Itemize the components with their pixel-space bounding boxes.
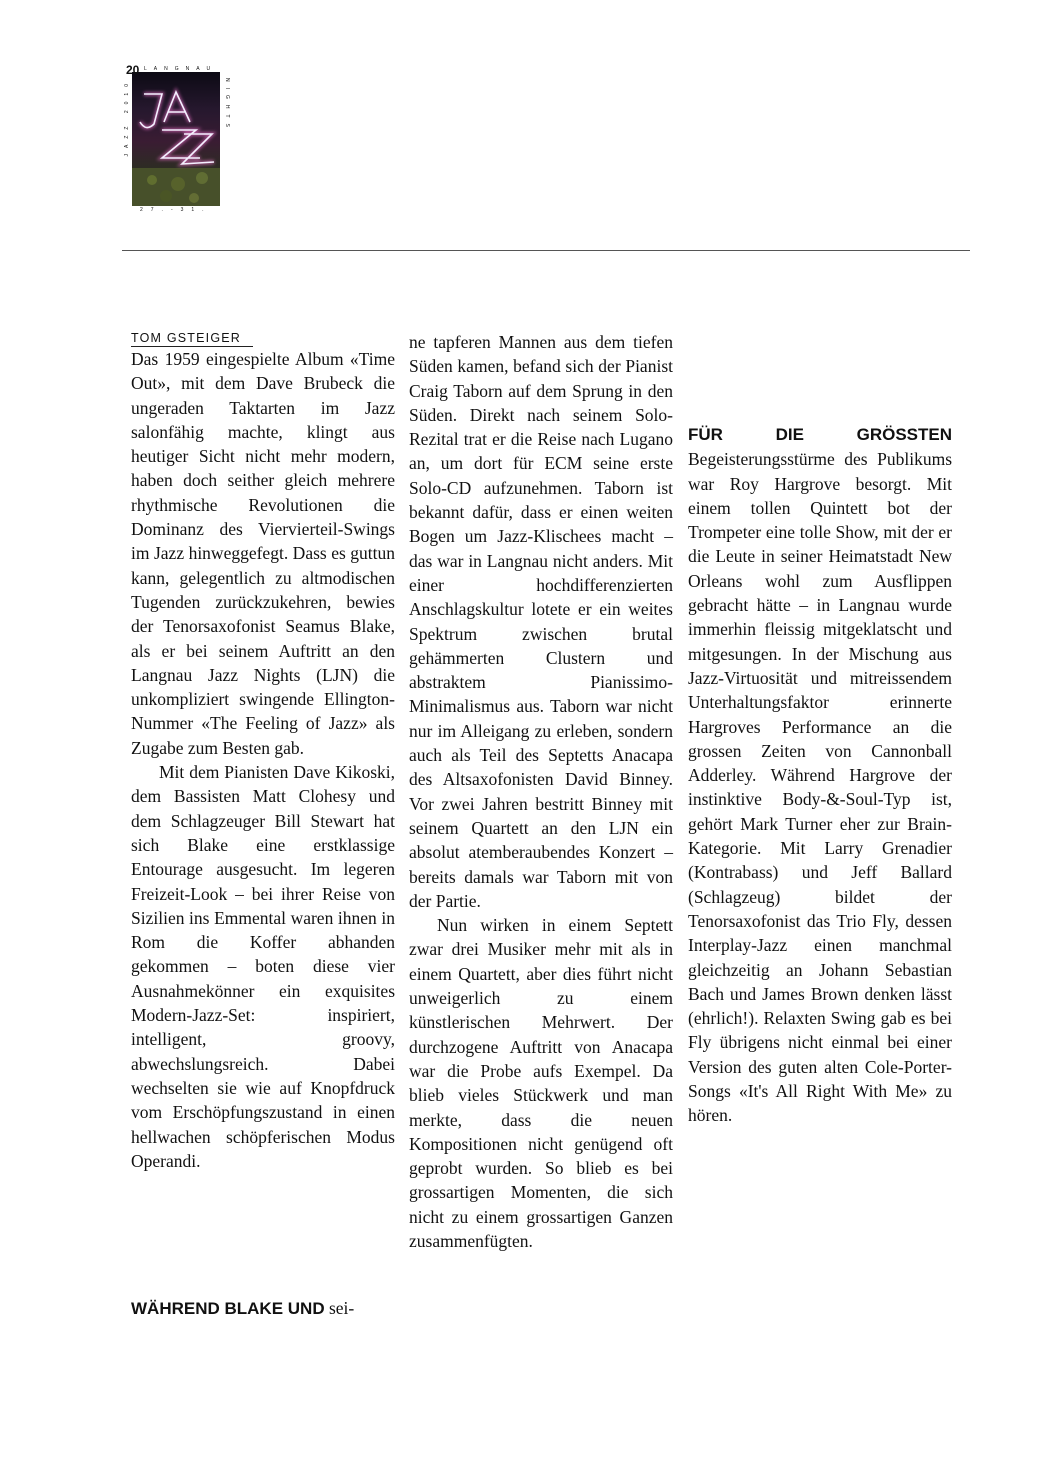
article-column-2 — [409, 330, 673, 1253]
paragraph-intro: Das 1959 eingespielte Album «Time Out», mit dem Dave Brubeck die ungeraden Taktarten im Jazz salonfähig machte, klingt aus heutiger Sicht nicht mehr modern, haben doch seither gleich mehrere rhythmische Revolutionen die Dominanz des Viervierteil-Swings im Jazz hinweggefegt. Dass es guttun kann, gelegentlich zu altmodischen Tugenden zurückzukehren, bewies der Tenorsaxofonist Seamus Blake, als er bei seinem Auftritt an den Langnau Jazz Nights (LJN) die unkompliziert swingende Ellington-Nummer «The Feeling of Jazz» als Zugabe zum Besten gab. — [131, 349, 395, 758]
logo-town-text: LANGNAU — [144, 66, 218, 72]
festival-logo — [126, 64, 234, 214]
subhead-waehrend-blake: WÄHREND BLAKE UND — [131, 1299, 325, 1318]
logo-nights-text: NIGHTS — [224, 78, 230, 133]
runin-start — [131, 1296, 395, 1326]
paragraph-hargrove — [688, 422, 952, 1128]
logo-year-number: 20 — [126, 63, 140, 77]
runin-word-start: sei- — [328, 1298, 355, 1318]
subhead-fuer-die-groessten: FÜR DIE GRÖSSTEN — [688, 425, 952, 444]
logo-side-text: JAZZ 2010 — [124, 78, 130, 157]
paragraph-anacapa: Nun wirken in einem Septett zwar drei Musiker mehr mit als in einem Quartett, aber dies führt nicht unweigerlich zu einem künstlerischen Mehrwert. Der durchzogene Auftritt von Anacapa war die Probe aufs Exempel. Da blieb vieles Stückwerk und man merkte, dass die neuen Kompositionen nicht genügend oft geprobt wurden. So blieb es bei grossartigen Momenten, die sich nicht zu einem grossartigen Ganzen zusammenfügten. — [409, 915, 673, 1251]
paragraph-blake-band: Mit dem Pianisten Dave Kikoski, dem Bassisten Matt Clohesy und dem Schlagzeuger Bill Stewart hat sich Blake eine erstklassige Entourage ausgesucht. Im legeren Freizeit-Look – bei ihrer Reise von Sizilien ins Emmental waren ihnen in Rom die Koffer abhanden gekommen – boten diese vier Ausnahmekönner ein exquisites Modern-Jazz-Set: inspiriert, intelligent, groovy, abwechslungsreich. Dabei wechselten sie wie auf Knopfdruck vom Erschöpfungszustand in einen hellwachen schöpferischen Modus Operandi. — [131, 762, 395, 1171]
header-divider — [122, 250, 970, 251]
author-byline: TOM GSTEIGER — [131, 331, 242, 345]
article-column-1 — [131, 330, 395, 1173]
neon-jazz-lettering — [132, 72, 220, 206]
paragraph-hargrove-text: Begeisterungsstürme des Publikums war Roy Hargrove besorgt. Mit einem tollen Quintett bot der Trompeter eine tolle Show, mit der er die Leute in seiner Heimatstadt New Orleans wohl zum Ausflippen gebracht hätte – in Langnau wurde immerhin fleissig mitgeklatscht und mitgesungen. In der Mischung aus Jazz-Virtuosität und mitreissendem Unterhaltungsfaktor erinnerte Hargroves Performance an die grossen Zeiten von Cannonball Adderley. Während Hargrove der instinktive Body-&-Soul-Typ ist, gehört Mark Turner eher zur Brain-Kategorie. Mit Larry Grenadier (Kontrabass) und Jeff Ballard (Schlagzeug) bildet der Tenorsaxofonist das Trio Fly, dessen Interplay-Jazz einen manchmal gleichzeitig an Johann Sebastian Bach und James Brown denken lässt (ehrlich!). Relaxten Swing gab es bei Fly übrigens nicht einmal bei einer Version des guten alten Cole-Porter-Songs «It's All Right With Me» zu hören. — [688, 449, 952, 1126]
article-column-3 — [688, 330, 952, 1128]
logo-dates-text: 27.-31. — [140, 207, 212, 213]
paragraph-taborn: ne tapferen Mannen aus dem tiefen Süden kamen, befand sich der Pianist Craig Taborn auf dem Sprung in den Süden. Direkt nach seinem Solo-Rezital trat er die Reise nach Lugano an, um dort für ECM seine erste Solo-CD aufzunehmen. Taborn ist bekannt dafür, dass er einen weiten Bogen um Jazz-Klischees macht – das war in Langnau nicht anders. Mit einer hochdifferenzierten Anschlagskultur lotete er ein weites Spektrum zwischen brutal gehämmerten Clustern und abstraktem Pianissimo-Minimalismus aus. Taborn war nicht nur im Alleigang zu erleben, sondern auch als Teil des Septetts Anacapa des Altsaxofonisten David Binney. Vor zwei Jahren bestritt Binney mit seinem Quartett an den LJN ein absolut atemberaubendes Konzert – bereits damals war Taborn mit von der Partie. — [409, 332, 673, 911]
jazz-logo-image — [132, 72, 220, 206]
